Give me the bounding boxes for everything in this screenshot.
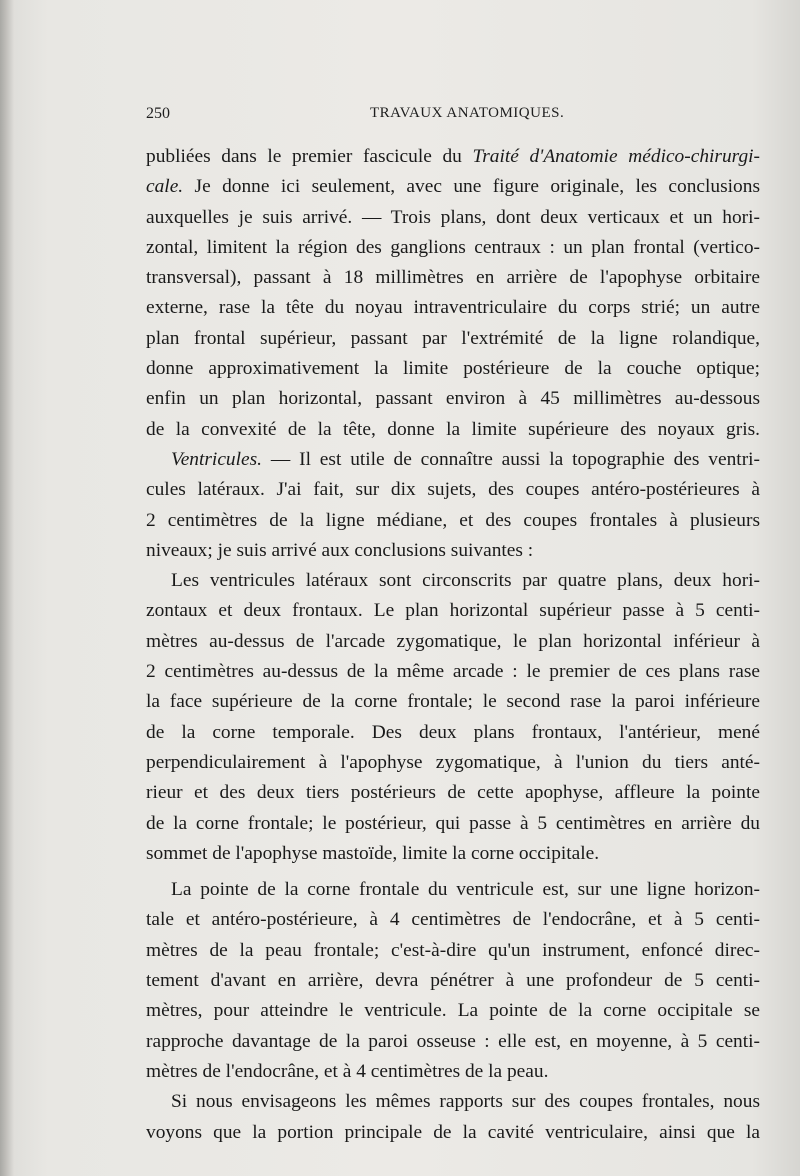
text-line: rieur et des deux tiers postérieurs de cette apophyse, affleure la pointe <box>146 782 760 804</box>
text-line: de la convexité de la tête, donne la limite supérieure des noyaux gris. <box>146 418 760 440</box>
text-line: de la corne frontale; le postérieur, qui passe à 5 centimètres en arrière du <box>146 812 760 834</box>
text-line: transversal), passant à 18 millimètres en arrière de l'apophyse orbitaire <box>146 267 760 289</box>
page-number: 250 <box>146 105 170 122</box>
text-line: voyons que la portion principale de la cavité ventriculaire, ainsi que la <box>146 1121 760 1143</box>
text-line: mètres, pour atteindre le ventricule. La pointe de la corne occipitale se <box>146 1000 760 1022</box>
page-gutter-shadow <box>0 0 14 1176</box>
text-line: publiées dans le premier fascicule du Traité d'Anatomie médico-chirurgi- <box>146 146 761 167</box>
text-line: donne approximativement la limite postérieure de la couche optique; <box>146 358 760 380</box>
body-text <box>146 142 760 1148</box>
text-line: cale. Je donne ici seulement, avec une figure originale, les conclusions <box>146 176 760 198</box>
text-line: La pointe de la corne frontale du ventricule est, sur une ligne horizon- <box>171 879 760 901</box>
text-line: tement d'avant en arrière, devra pénétrer à une profondeur de 5 centi- <box>146 970 760 992</box>
text-line: mètres de la peau frontale; c'est-à-dire qu'un instrument, enfoncé direc- <box>146 939 760 961</box>
text-line: mètres de l'endocrâne, et à 4 centimètres de la peau. <box>146 1060 549 1082</box>
running-head: TRAVAUX ANATOMIQUES. <box>370 105 565 121</box>
section-heading: Ventricules. <box>171 448 263 470</box>
text-line: tale et antéro-postérieure, à 4 centimètres de l'endocrâne, et à 5 centi- <box>146 909 760 931</box>
text-line: perpendiculairement à l'apophyse zygomatique, à l'union du tiers anté- <box>146 751 760 773</box>
text-line: 2 centimètres au-dessus de la même arcade : le premier de ces plans rase <box>146 661 760 683</box>
italic-title-end: cale. <box>146 176 184 198</box>
text-line: auxquelles je suis arrivé. — Trois plans, dont deux verticaux et un hori- <box>146 206 760 228</box>
text-line: externe, rase la tête du noyau intraventriculaire du corps strié; un autre <box>146 297 760 319</box>
text-line: Les ventricules latéraux sont circonscrits par quatre plans, deux hori- <box>171 570 760 592</box>
text-line: Ventricules. — Il est utile de connaître aussi la topographie des ventri- <box>171 448 760 470</box>
text-line: la face supérieure de la corne frontale; le second rase la paroi inférieure <box>146 691 760 713</box>
text-line: zontaux et deux frontaux. Le plan horizontal supérieur passe à 5 centi- <box>146 600 760 622</box>
text-line: enfin un plan horizontal, passant environ à 45 millimètres au-dessous <box>146 388 760 410</box>
italic-title: Traité d'Anatomie médico-chirurgi- <box>472 146 761 167</box>
text-line: plan frontal supérieur, passant par l'extrémité de la ligne rolandique, <box>146 327 760 349</box>
text-line: 2 centimètres de la ligne médiane, et des coupes frontales à plusieurs <box>146 509 760 531</box>
text-line: sommet de l'apophyse mastoïde, limite la corne occipitale. <box>146 842 600 864</box>
page-header <box>146 101 760 125</box>
text-line: Si nous envisageons les mêmes rapports sur des coupes frontales, nous <box>171 1091 760 1113</box>
text-line: de la corne temporale. Des deux plans frontaux, l'antérieur, mené <box>146 721 760 743</box>
text-line: mètres au-dessus de l'arcade zygomatique, le plan horizontal inférieur à <box>146 630 760 652</box>
text-line: niveaux; je suis arrivé aux conclusions suivantes : <box>146 539 534 561</box>
text-line: rapproche davantage de la paroi osseuse : elle est, en moyenne, à 5 centi- <box>146 1030 760 1052</box>
text-line: cules latéraux. J'ai fait, sur dix sujets, des coupes antéro-postérieures à <box>146 479 760 501</box>
text-line: zontal, limitent la région des ganglions centraux : un plan frontal (vertico- <box>146 236 760 258</box>
